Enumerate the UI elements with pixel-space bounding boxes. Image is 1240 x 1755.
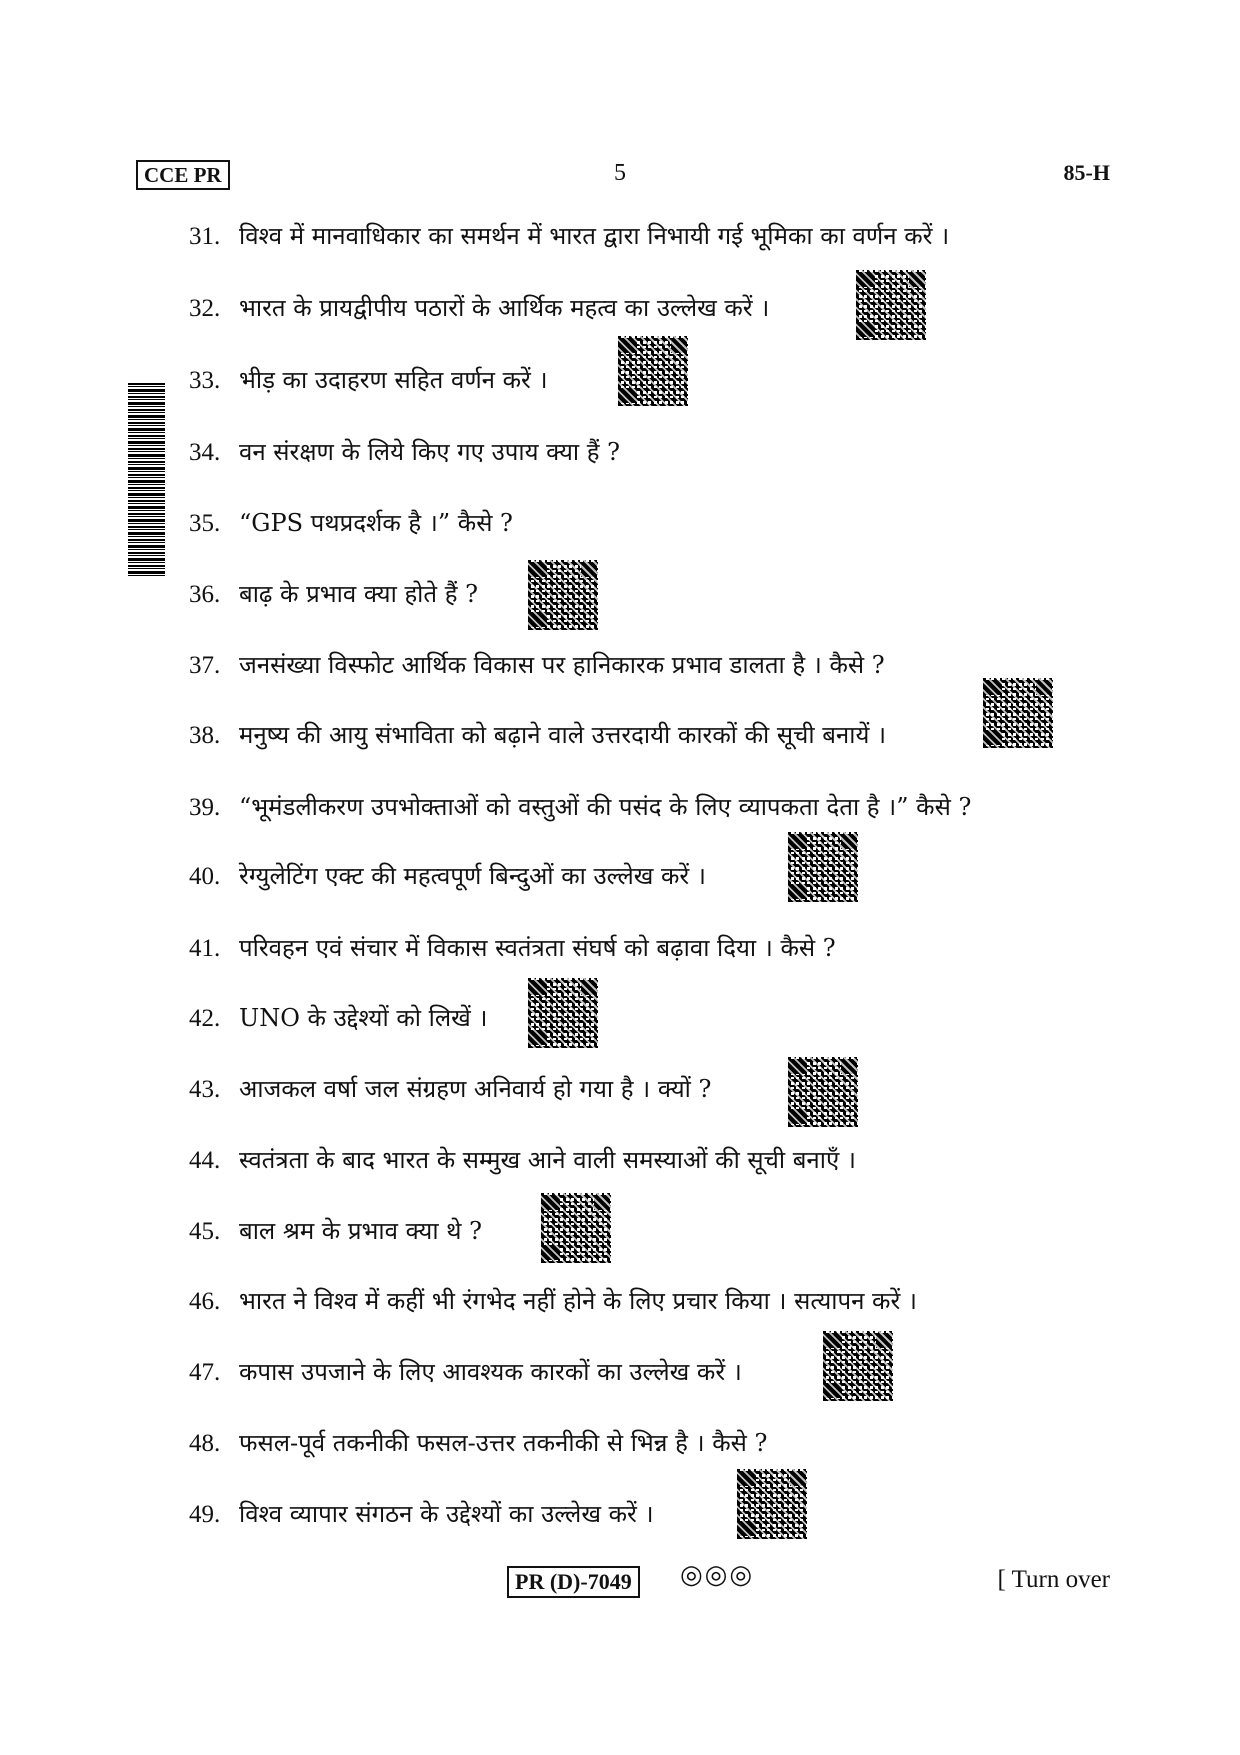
question-item: 32. भारत के प्रायद्वीपीय पठारों के आर्थिक महत्व का उल्लेख करें । xyxy=(189,294,770,322)
footer-circle-marks-icon: ◎◎◎ xyxy=(680,1560,755,1590)
question-item: 38. मनुष्य की आयु संभाविता को बढ़ाने वाले उत्तरदायी कारकों की सूची बनायें । xyxy=(189,721,887,749)
question-item: 37. जनसंख्या विस्फोट आर्थिक विकास पर हानिकारक प्रभाव डालता है । कैसे ? xyxy=(189,651,885,679)
footer-code: PR (D)-7049 xyxy=(507,1566,640,1598)
question-item: 47. कपास उपजाने के लिए आवश्यक कारकों का उल्लेख करें । xyxy=(189,1358,742,1386)
question-item: 45. बाल श्रम के प्रभाव क्या थे ? xyxy=(189,1217,483,1245)
question-item: 48. फसल-पूर्व तकनीकी फसल-उत्तर तकनीकी से भिन्न है । कैसे ? xyxy=(189,1429,768,1457)
question-item: 46. भारत ने विश्व में कहीं भी रंगभेद नहीं होने के लिए प्रचार किया । सत्यापन करें । xyxy=(189,1287,918,1315)
qr-code-icon xyxy=(528,560,598,630)
qr-code-icon xyxy=(528,978,598,1048)
qr-code-icon xyxy=(541,1193,611,1263)
qr-code-icon xyxy=(856,270,926,340)
side-barcode-icon xyxy=(128,383,165,578)
question-item: 44. स्वतंत्रता के बाद भारत के सम्मुख आने वाली समस्याओं की सूची बनाएँ । xyxy=(189,1146,856,1174)
header-box-code: CCE PR xyxy=(136,160,230,190)
page-number: 5 xyxy=(614,160,626,186)
paper-code: 85-H xyxy=(1063,160,1110,185)
qr-code-icon xyxy=(823,1331,893,1401)
qr-code-icon xyxy=(618,336,688,406)
question-item: 49. विश्व व्यापार संगठन के उद्देश्यों का उल्लेख करें । xyxy=(189,1500,654,1528)
question-item: 41. परिवहन एवं संचार में विकास स्वतंत्रता संघर्ष को बढ़ावा दिया । कैसे ? xyxy=(189,934,836,962)
question-item: 43. आजकल वर्षा जल संग्रहण अनिवार्य हो गया है । क्यों ? xyxy=(189,1075,712,1103)
question-item: 35. “GPS पथप्रदर्शक है ।” कैसे ? xyxy=(189,509,513,537)
qr-code-icon xyxy=(983,678,1053,748)
qr-code-icon xyxy=(737,1469,807,1539)
qr-code-icon xyxy=(788,1057,858,1127)
question-item: 31. विश्व में मानवाधिकार का समर्थन में भारत द्वारा निभायी गई भूमिका का वर्णन करें । xyxy=(189,222,950,250)
turn-over-label: [ Turn over xyxy=(997,1566,1110,1593)
question-item: 34. वन संरक्षण के लिये किए गए उपाय क्या हैं ? xyxy=(189,438,620,466)
question-item: 39. “भूमंडलीकरण उपभोक्ताओं को वस्तुओं की पसंद के लिए व्यापकता देता है ।” कैसे ? xyxy=(189,793,972,821)
question-item: 36. बाढ़ के प्रभाव क्या होते हैं ? xyxy=(189,580,478,608)
question-item: 33. भीड़ का उदाहरण सहित वर्णन करें । xyxy=(189,366,548,394)
question-item: 42. UNO के उद्देश्यों को लिखें । xyxy=(189,1004,488,1032)
question-item: 40. रेग्युलेटिंग एक्ट की महत्वपूर्ण बिन्दुओं का उल्लेख करें । xyxy=(189,862,706,890)
qr-code-icon xyxy=(788,832,858,902)
